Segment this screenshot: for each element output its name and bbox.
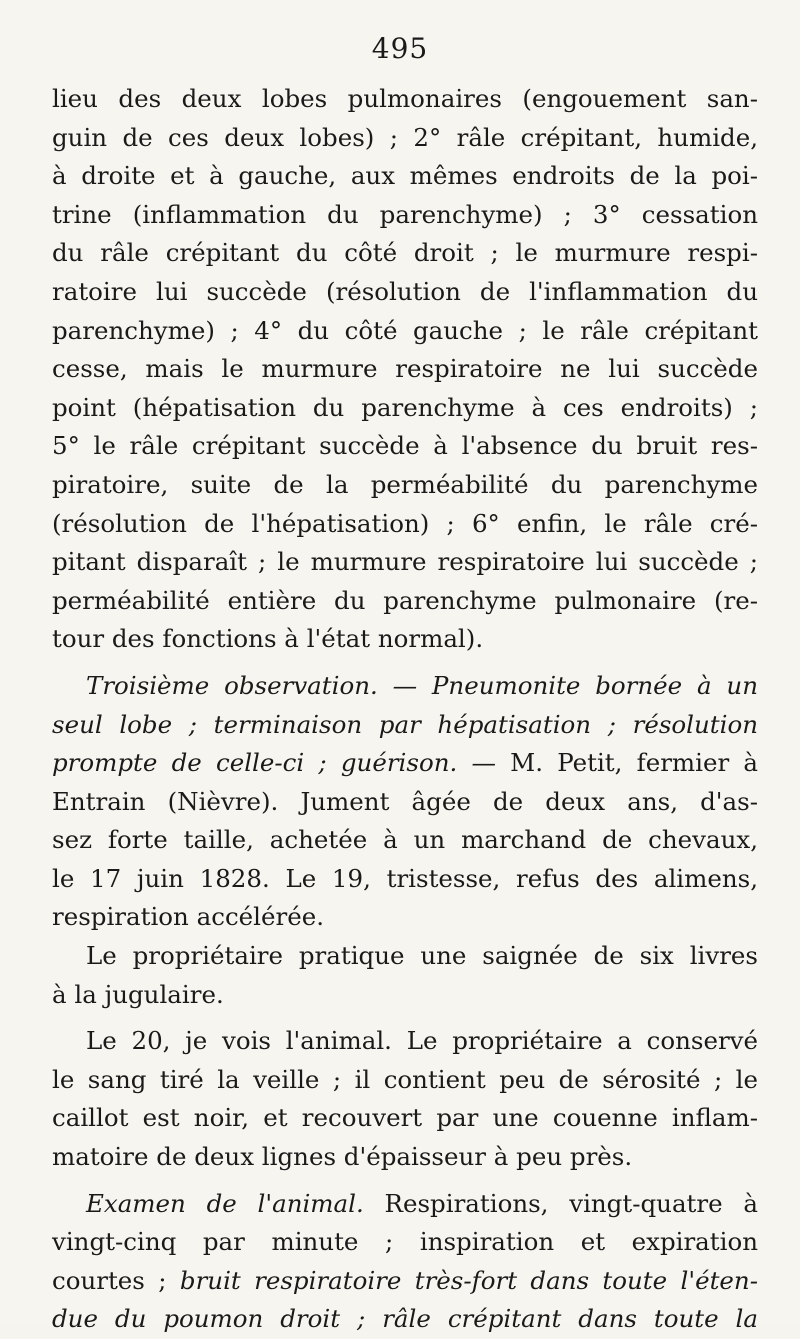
page-number: 495 [371,32,429,65]
observation-heading-line: seul lobe ; terminaison par hépatisation ; résolution [52,709,758,739]
examen-label: Examen de l'animal. [86,1188,364,1218]
text-line: due du poumon droit ; râle crépitant dans toute la [52,1304,758,1334]
text-line: tour des fonctions à l'état normal). [52,624,484,654]
text-line: à la jugulaire. [52,979,224,1009]
text-line: le sang tiré la veille ; il contient peu de sérosité ; le [52,1064,758,1094]
text-line: sez forte taille, achetée à un marchand de chevaux, [52,825,758,855]
text-line: piratoire, suite de la perméabilité du parenchyme [52,469,758,499]
observation-heading-line: Troisième observation. — Pneumonite bornée à un [86,670,758,700]
examen-text: Respirations, vingt-quatre à [363,1188,758,1218]
text-line: 5° le râle crépitant succède à l'absence du bruit res- [52,431,758,461]
text-line: ratoire lui succède (résolution de l'inflammation du [52,276,758,306]
text-line: cesse, mais le murmure respiratoire ne lui succède [52,354,758,384]
observation-heading-line [52,744,758,783]
text-line: le 17 juin 1828. Le 19, tristesse, refus des alimens, [52,863,758,893]
text-line: matoire de deux lignes d'épaisseur à peu près. [52,1142,633,1172]
text-line: point (hépatisation du parenchyme à ces endroits) ; [52,392,758,422]
text-line: à droite et à gauche, aux mêmes endroits de la poi- [52,161,758,191]
text-line: Le 20, je vois l'animal. Le propriétaire a conservé [86,1026,758,1056]
text-line: (résolution de l'hépatisation) ; 6° enfin, le râle cré- [52,508,758,538]
examen-line [52,1185,758,1224]
text-line: parenchyme) ; 4° du côté gauche ; le râle crépitant [52,315,758,345]
examen-text: courtes ; [52,1265,180,1295]
text-line: pitant disparaît ; le murmure respiratoire lui succède ; [52,547,758,577]
text-line: lieu des deux lobes pulmonaires (engouement san- [52,84,758,113]
text-line: Entrain (Nièvre). Jument âgée de deux ans, d'as- [52,786,758,816]
text-line: trine (inflammation du parenchyme) ; 3° cessation [52,199,758,229]
text-line: du râle crépitant du côté droit ; le murmure respi- [52,238,758,268]
examen-line [52,1262,758,1301]
examen-italic: bruit respiratoire très-fort dans toute l'éten- [179,1265,758,1295]
text-line: respiration accélérée. [52,902,325,932]
text-line: Le propriétaire pratique une saignée de six livres [86,941,758,971]
text-line: vingt-cinq par minute ; inspiration et expiration [52,1227,758,1257]
text-line: caillot est noir, et recouvert par une couenne inflam- [52,1103,758,1133]
observation-owner: M. Petit, fermier à [510,748,758,778]
observation-heading-tail: prompte de celle-ci ; guérison. — [52,748,511,778]
page-text [52,80,758,1339]
text-line: guin de ces deux lobes) ; 2° râle crépitant, humide, [52,122,758,152]
text-line: perméabilité entière du parenchyme pulmonaire (re- [52,585,758,615]
